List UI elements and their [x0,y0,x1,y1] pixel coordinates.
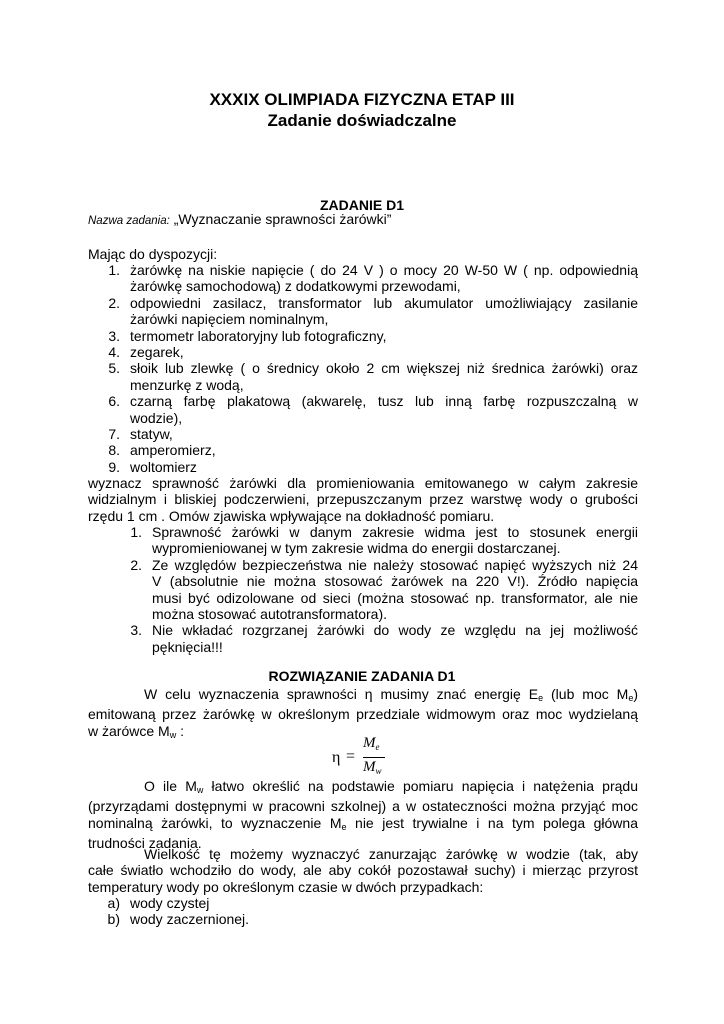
solution-p2-line: nominalną żarówki, to wyznaczenie $M_e$ nie jest trywialne i na tym polega główna [88,814,638,832]
solution-p2-line: O ile $M_w$ łatwo określić na podstawie pomiaru napięcia i natężenia prądu [144,778,638,795]
equipment-item-number: 5. [108,360,120,377]
solution-p2-line: (przyrządami dostępnymi w pracowni szkolnej) a w ostateczności można przyjąć moc [88,798,638,815]
solution-p1-line: emitowaną przez żarówkę w określonym przedziale widmowym oraz moc wydzielaną [88,706,638,723]
equipment-item-number: 2. [108,294,120,311]
solution-heading: ROZWIĄZANIE ZADANIA D1 [268,668,456,684]
equipment-item-number: 6. [108,393,120,410]
equipment-item-number: 8. [108,442,120,459]
formula-denominator: $M_w$ [363,759,382,776]
solution-p1-line: w żarówce $M_w$ : [88,722,184,740]
task-goal-line: widzialnym i bliskiej podczerwieni, przepuszczanym przez warstwę wody o grubości [88,491,638,508]
note-item-line: wypromieniowanej w tym zakresie widma do energii dostarczanej. [152,540,561,557]
solution-paragraph-3 [88,846,638,895]
note-item-text [152,557,638,623]
equipment-item-line: zegarek, [130,344,184,360]
solution-p3-line: całe światło wchodziło do wody, ale aby cokół pozostawał suchy) i mierząc przyrost [88,862,638,879]
equipment-item-text [130,393,638,426]
solution-paragraph-2 [88,778,638,852]
note-item-line: Sprawność żarówki w danym zakresie widma jest to stosunek energii [152,524,638,540]
formula-equals: = [346,748,356,765]
task-name [88,211,391,230]
note-item-text [152,622,638,655]
task-name-label: Nazwa zadania: [88,215,170,227]
note-item-line: Ze względów bezpieczeństwa nie należy stosować napięć wyższych niż 24 [152,556,638,573]
formula-fraction-bar [363,757,385,758]
solution-p3-line: temperatury wody po określonym czasie w dwóch przypadkach: [88,878,484,895]
note-item-number: 1. [130,524,142,540]
equipment-item-line: statyw, [130,426,173,442]
note-item-line: musi być odizolowane od sieci (można stosować np. transformator, ale nie [152,589,638,606]
equipment-item-text [130,295,638,328]
equipment-item-line: słoik lub zlewkę ( o średnicy około 2 cm większej niż średnica żarówki) oraz [130,360,638,377]
efficiency-formula [330,735,410,783]
equipment-item-text [130,344,638,360]
case-text: wody czystej [130,895,210,911]
equipment-item-text [130,459,638,475]
equipment-item-number: 1. [108,262,120,278]
case-label: b) [107,911,120,928]
equipment-item-text [130,426,638,442]
equipment-item-line: czarną farbę plakatową (akwarelę, tusz lub inną farbę rozpuszczalną w [130,393,638,410]
equipment-item-line: menzurkę z wodą, [130,376,244,393]
note-item-number: 2. [130,556,142,573]
task-heading: ZADANIE D1 [319,197,404,213]
equipment-item-number: 7. [108,426,120,442]
note-item-line: pęknięcia!!! [152,638,223,655]
task-name-value: „Wyznaczanie sprawności żarówki” [173,211,392,227]
equipment-item-number: 3. [108,327,120,344]
solution-p1-line: W celu wyznaczenia sprawności η musimy znać energię $E_e$ (lub moc $M_e$) [144,686,639,703]
task-goal-line: wyznacz sprawność żarówki dla promieniowania emitowanego w całym zakresie [88,475,638,491]
solution-p3-line: Wielkość tę możemy wyznaczyć zanurzając żarówkę w wodzie (tak, aby [144,846,638,862]
equipment-item-line: woltomierz [130,458,197,475]
note-item-line: można stosować autotransformatora). [152,606,387,623]
equipment-item-number: 9. [108,458,120,475]
task-goal [88,475,638,524]
equipment-item-text [130,360,638,393]
case-text: wody zaczernionej. [130,911,250,928]
equipment-item-line: żarówkę na niskie napięcie ( do 24 V ) o mocy 20 W-50 W ( np. odpowiednią [130,262,638,278]
equipment-item-text [130,328,638,344]
case-label: a) [107,895,120,911]
task-goal-line: rzędu 1 cm . Omów zjawiska wpływające na dokładność pomiaru. [88,507,495,524]
note-item-line: V (absolutnie nie można stosować żarówek na 220 V!). Źródło napięcia [152,573,638,590]
solution-p2-line: trudności zadania. [88,835,202,852]
note-item-text [152,524,638,557]
equipment-item-text [130,442,638,458]
equipment-item-line: żarówki napięciem nominalnym, [130,311,329,328]
equipment-item-line: amperomierz, [130,442,216,459]
formula-eta: η [332,749,341,766]
equipment-item-line: termometr laboratoryjny lub fotograficzny, [130,327,387,344]
equipment-item-line: żarówkę samochodową) z dodatkowymi przewodami, [130,278,461,295]
equipment-item-line: odpowiedni zasilacz, transformator lub akumulator umożliwiający zasilanie [130,294,638,311]
equipment-item-line: wodzie), [130,409,183,426]
equipment-intro: Mając do dyspozycji: [88,246,218,262]
note-item-line: Nie wkładać rozgrzanej żarówki do wody ze względu na jej możliwość [152,622,638,639]
note-item-number: 3. [130,622,142,639]
equipment-item-number: 4. [108,344,120,360]
document-title: XXXIX OLIMPIADA FIZYCZNA ETAP III [209,90,515,109]
formula-numerator: $M_e$ [363,735,380,752]
document-subtitle: Zadanie doświadczalne [267,111,457,130]
equipment-item-text [130,262,638,295]
